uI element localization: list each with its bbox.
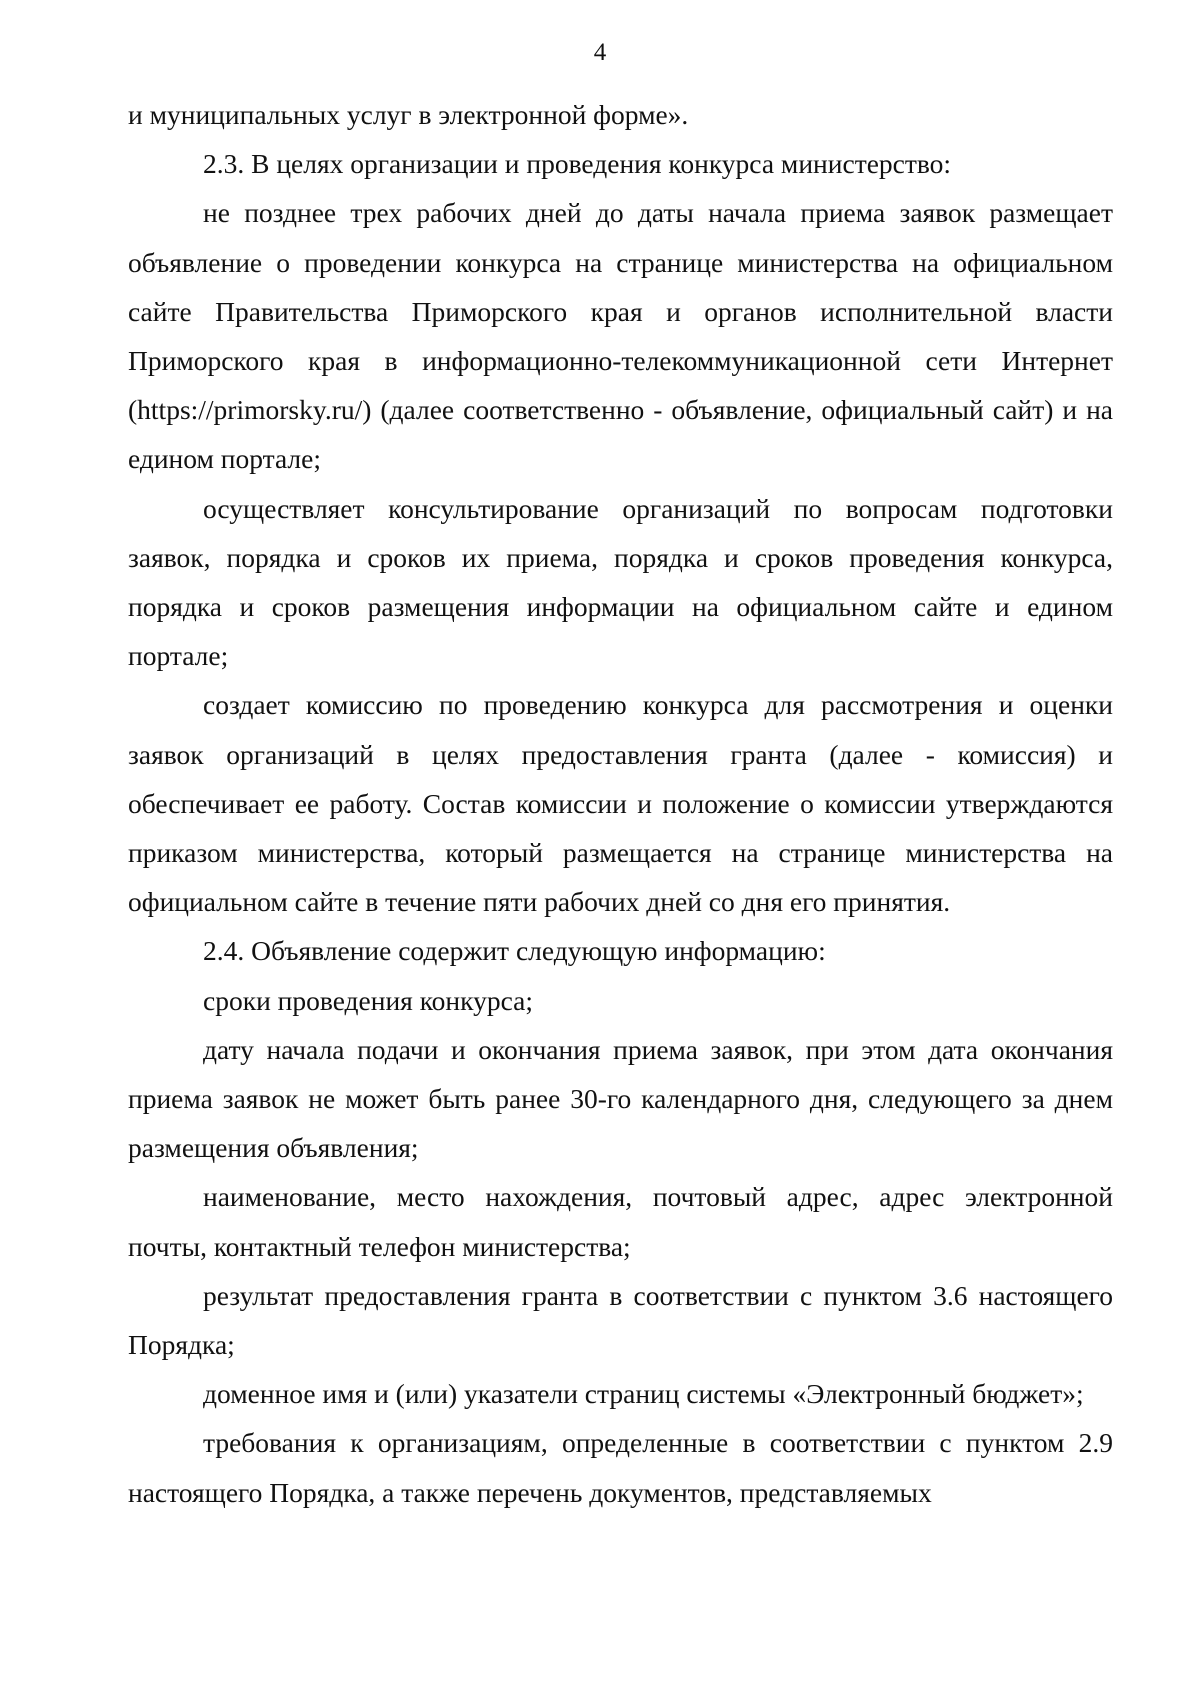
paragraph-organization-requirements: требования к организациям, определенные в соответствии с пунктом 2.9 настоящего Порядка, а также перечень документов, представляемых [128,1427,1113,1508]
paragraph-section-2-3-heading: 2.3. В целях организации и проведения конкурса министерство: [203,148,952,180]
paragraph-grant-result: результат предоставления гранта в соответствии с пунктом 3.6 настоящего Порядка; [128,1279,1113,1361]
paragraph-domain-name: доменное имя и (или) указатели страниц системы «Электронный бюджет»; [203,1378,1084,1410]
document-body [128,90,1113,1517]
paragraph-commission: создает комиссию по проведению конкурса для рассмотрения и оценки заявок организаций в целях предоставления гранта (далее - комиссия) и обеспечивает ее работу. Состав комиссии и положение о комиссии утверждаются приказом министерства, который размещается на странице министерства на официальном сайте в течение пяти рабочих дней со дня его принятия. [128,689,1113,918]
paragraph-ministry-contacts: наименование, место нахождения, почтовый адрес, адрес электронной почты, контактный телефон министерства; [128,1181,1113,1262]
paragraph-consulting: осуществляет консультирование организаций по вопросам подготовки заявок, порядка и сроков их приема, порядка и сроков проведения конкурса, порядка и сроков размещения информации на официальном сайте и едином портале; [128,492,1113,672]
paragraph-application-dates: дату начала подачи и окончания приема заявок, при этом дата окончания приема заявок не может быть ранее 30-го календарного дня, следующего за днем размещения объявления; [128,1033,1113,1164]
paragraph-section-2-4-heading: 2.4. Объявление содержит следующую информацию: [203,935,826,967]
paragraph-announcement-placement: не позднее трех рабочих дней до даты начала приема заявок размещает объявление о проведении конкурса на странице министерства на официальном сайте Правительства Приморского края и органов исполнительной власти Приморского края в информационно-телекоммуникационной сети Интернет (https://primorsky.ru/) (далее соответственно - объявление, официальный сайт) и на едином портале; [128,197,1113,475]
paragraph-contest-dates: сроки проведения конкурса; [203,984,533,1016]
page-number: 4 [593,39,607,66]
paragraph-continuation: и муниципальных услуг в электронной форме». [128,99,689,130]
